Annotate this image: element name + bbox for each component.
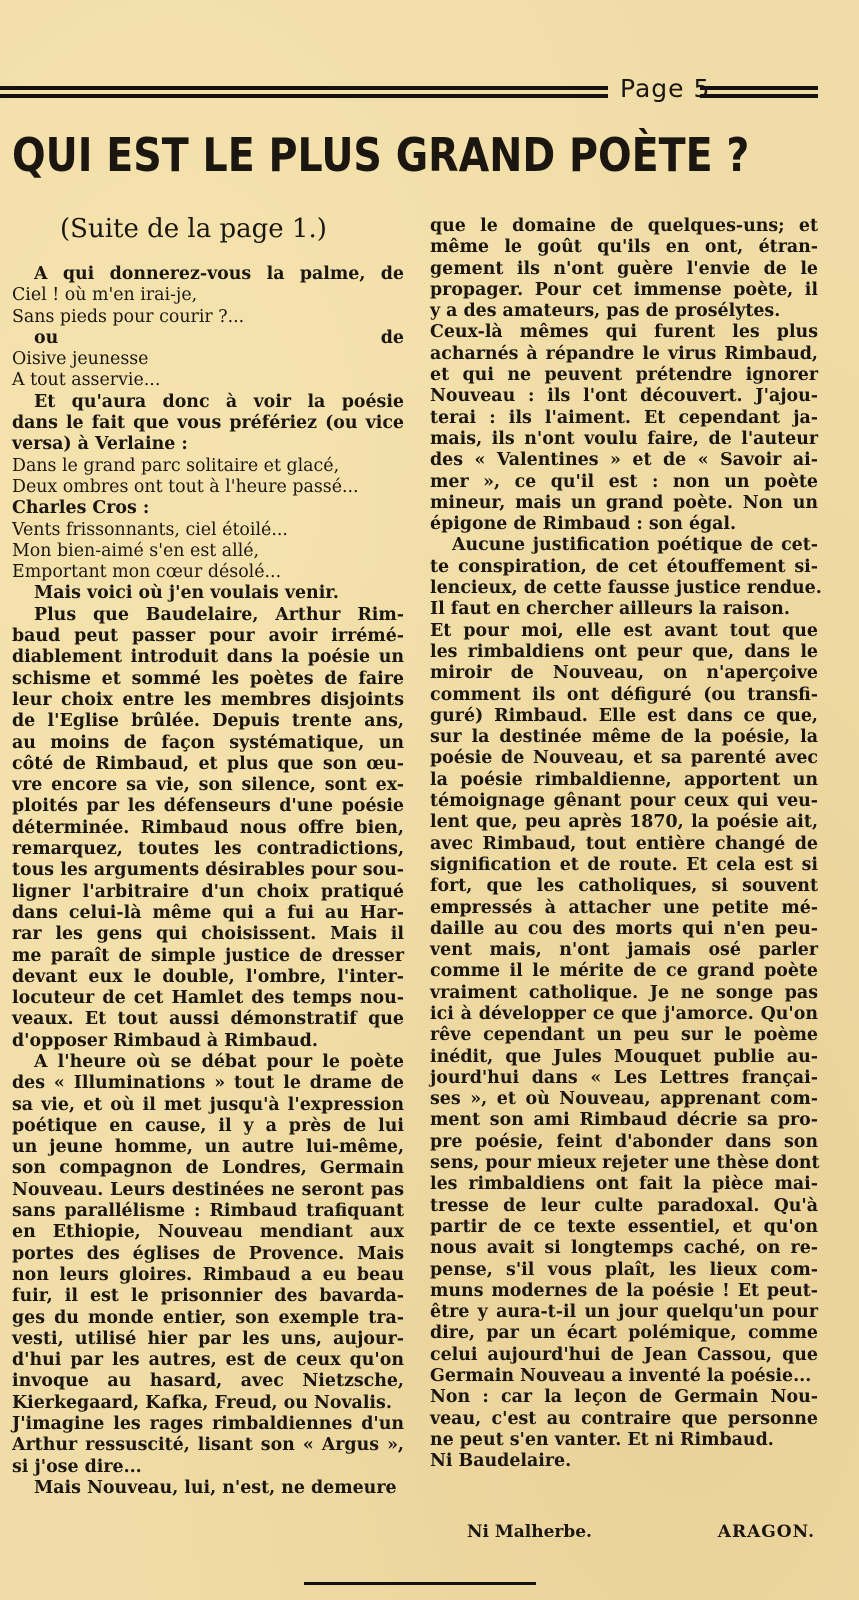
text-line: rêve cependant un peu sur le poème	[430, 1025, 818, 1046]
text-line: Kierkegaard, Kafka, Freud, ou Novalis.	[12, 1392, 392, 1413]
text-line: ges du monde entier, son exemple tra-	[12, 1307, 404, 1328]
text-line: A tout asservie...	[12, 370, 161, 391]
text-line: Plus que Baudelaire, Arthur Rim-	[34, 604, 404, 625]
text-line: les rimbaldiens ont fait la pièce mai-	[430, 1174, 818, 1195]
text-line: Mais voici où j'en voulais venir.	[34, 583, 339, 604]
text-line: Ni Baudelaire.	[430, 1451, 572, 1472]
text-line: locuteur de cet Hamlet des temps nou-	[12, 988, 404, 1009]
bottom-rule	[304, 1582, 536, 1585]
text-line: si j'ose dire...	[12, 1456, 142, 1477]
text-line: mais, ils n'ont voulu faire, de l'auteur	[430, 428, 818, 449]
text-line: Et qu'aura donc à voir la poésie	[34, 391, 404, 412]
text-line: ment son ami Rimbaud décrie sa pro-	[430, 1110, 818, 1131]
text-line: ploités par les défenseurs d'une poésie	[12, 796, 404, 817]
text-line: terai : ils l'aiment. Et cependant ja-	[430, 407, 818, 428]
text-line: sur la destinée même de la poésie, la	[430, 727, 818, 748]
text-line: Oisive jeunesse	[12, 349, 149, 370]
text-line: miroir de Nouveau, on n'aperçoive	[430, 663, 818, 684]
text-line: baud peut passer pour avoir irrémé-	[12, 626, 404, 647]
text-line: Mais Nouveau, lui, n'est, ne demeure	[34, 1477, 397, 1498]
text-line: que le domaine de quelques-uns; et	[430, 216, 818, 236]
text-line: schisme et sommé les poètes de faire	[12, 668, 404, 689]
text-line: Nouveau : ils l'ont découvert. J'ajou-	[430, 386, 818, 407]
text-line: pense, s'il vous plaît, les lieux com-	[430, 1259, 818, 1280]
text-line: poétique en cause, il y a près de lui	[12, 1115, 404, 1136]
right-column	[430, 216, 822, 1473]
text-line: même le goût qu'ils en ont, étran-	[430, 237, 818, 258]
text-line: signification et de route. Et cela est si	[430, 854, 818, 875]
text-line: sa vie, et où il met jusqu'à l'expression	[12, 1094, 404, 1115]
text-line: comme il le mérite de ce grand poète	[430, 961, 818, 982]
text-line: des « Valentines » et de « Savoir ai-	[430, 450, 818, 471]
text-line: avec Rimbaud, tout entière changé de	[430, 833, 818, 854]
text-line: les rimbaldiens ont peur que, dans le	[430, 641, 818, 662]
text-line: dans celui-là même qui a fui au Har-	[12, 902, 404, 923]
text-line: la poésie rimbaldienne, apportent un	[430, 769, 818, 790]
text-line: vre encore sa vie, son silence, sont ex-	[12, 775, 404, 796]
text-line: portes des églises de Provence. Mais	[12, 1243, 404, 1264]
text-line: Nouveau. Leurs destinées ne seront pas	[12, 1179, 404, 1200]
text-line: guré) Rimbaud. Elle est dans ce que,	[430, 705, 818, 726]
text-line: ligner l'arbitraire d'un choix pratiqué	[12, 881, 404, 902]
text-line: invoque au hasard, avec Nietzsche,	[12, 1371, 404, 1392]
text-line: ses », et où Nouveau, apprenant com-	[430, 1089, 818, 1110]
text-line: partir de ce texte essentiel, et qu'on	[430, 1216, 818, 1237]
headline: QUI EST LE PLUS GRAND POÈTE ?	[12, 128, 750, 182]
text-line: mineur, mais un grand poète. Non un	[430, 492, 818, 513]
text-line: y a des amateurs, pas de prosélytes.	[430, 301, 781, 322]
text-line: devant eux le double, l'ombre, l'inter-	[12, 966, 404, 987]
text-line: acharnés à répandre le virus Rimbaud,	[430, 343, 818, 364]
text-line: non leurs gloires. Rimbaud a eu beau	[12, 1264, 404, 1285]
top-double-rule	[0, 86, 608, 98]
text-line: empressés à attacher une petite mé-	[430, 897, 818, 918]
text-line: versa) à Verlaine :	[12, 434, 188, 455]
text-line: Ciel ! où m'en irai-je,	[12, 285, 198, 306]
text-line: au moins de façon systématique, un	[12, 732, 404, 753]
text-line: vesti, utilisé hier par les uns, aujour-	[12, 1328, 404, 1349]
text-line: rar les gens qui choisissent. Mais il	[12, 924, 404, 945]
continuation-note: (Suite de la page 1.)	[60, 214, 327, 244]
text-line: être y aura-t-il un jour quelqu'un pour	[430, 1302, 818, 1323]
text-line: me paraît de simple justice de dresser	[12, 945, 404, 966]
text-line: déterminée. Rimbaud nous offre bien,	[12, 817, 404, 838]
text-line: jourd'hui dans « Les Lettres françai-	[430, 1067, 818, 1088]
text-line: Sans pieds pour courir ?...	[12, 306, 245, 327]
text-line: veau, c'est au contraire que personne	[430, 1408, 818, 1429]
text-line: dire, par un écart polémique, comme	[430, 1323, 818, 1344]
text-line: ou de	[34, 327, 404, 348]
text-line: Mon bien-aimé s'en est allé,	[12, 540, 260, 561]
text-line: et qui ne peuvent prétendre ignorer	[430, 365, 818, 386]
text-line: Ceux-là mêmes qui furent les plus	[430, 322, 818, 343]
text-line: d'hui par les autres, est de ceux qu'on	[12, 1350, 404, 1371]
text-line: ne peut s'en vanter. Et ni Rimbaud.	[430, 1429, 774, 1450]
text-line: comment ils ont défiguré (ou transfi-	[430, 684, 818, 705]
text-line: tous les arguments désirables pour sou-	[12, 860, 404, 881]
text-line: un jeune homme, un autre lui-même,	[12, 1137, 404, 1158]
text-line: témoignage gênant pour ceux qui veu-	[430, 791, 818, 812]
text-line: son compagnon de Londres, Germain	[12, 1158, 404, 1179]
text-line: ici à développer ce que j'amorce. Qu'on	[430, 1003, 818, 1024]
text-line: Vents frissonnants, ciel étoilé...	[12, 519, 288, 540]
author-signature: ARAGON.	[717, 1522, 815, 1542]
text-line: diablement introduit dans la poésie un	[12, 647, 404, 668]
left-column	[12, 264, 404, 1499]
text-line: lencieux, de cette fausse justice rendue.	[430, 578, 822, 599]
text-line: mer », ce qu'il est : non un poète	[430, 471, 818, 492]
text-line: nous avait si longtemps caché, on re-	[430, 1238, 818, 1259]
text-line: de l'Eglise brûlée. Depuis trente ans,	[12, 711, 404, 732]
text-line: Arthur ressuscité, lisant son « Argus »,	[12, 1435, 404, 1456]
text-line: muns modernes de la poésie ! Et peut-	[430, 1280, 818, 1301]
text-line: vraiment catholique. Je ne songe pas	[430, 982, 818, 1003]
closing-text: Ni Malherbe.	[467, 1522, 592, 1542]
text-line: A qui donnerez-vous la palme, de	[34, 264, 404, 284]
text-line: J'imagine les rages rimbaldiennes d'un	[12, 1414, 404, 1435]
text-line: fort, que les catholiques, si souvent	[430, 876, 818, 897]
text-line: Aucune justification poétique de cet-	[452, 535, 818, 556]
text-line: Charles Cros :	[12, 498, 150, 519]
text-line: des « Illuminations » tout le drame de	[12, 1073, 404, 1094]
text-line: sans parallélisme : Rimbaud trafiquant	[12, 1201, 404, 1222]
text-line: gement ils n'ont guère l'envie de le	[430, 258, 818, 279]
text-line: Et pour moi, elle est avant tout que	[430, 620, 818, 641]
text-line: Emportant mon cœur désolé...	[12, 562, 282, 583]
text-line: daille au cou des morts qui n'en peu-	[430, 918, 818, 939]
text-line: fuir, il est le prisonnier des bavarda-	[12, 1286, 404, 1307]
text-line: pre poésie, feint d'abonder dans son	[430, 1131, 818, 1152]
text-line: lent que, peu après 1870, la poésie ait,	[430, 812, 818, 833]
text-line: poésie de Nouveau, et sa parenté avec	[430, 748, 818, 769]
text-line: côté de Rimbaud, et plus que son œu-	[12, 753, 404, 774]
text-line: veaux. Et tout aussi démonstratif que	[12, 1009, 404, 1030]
text-line: dans le fait que vous préfériez (ou vice	[12, 413, 404, 434]
text-line: te conspiration, de cet étouffement si-	[430, 556, 818, 577]
page-number: Page 5	[620, 74, 711, 103]
text-line: A l'heure où se débat pour le poète	[34, 1051, 404, 1072]
text-line: Non : car la leçon de Germain Nou-	[430, 1387, 818, 1408]
text-line: vent mais, n'ont jamais osé parler	[430, 940, 818, 961]
text-line: Dans le grand parc solitaire et glacé,	[12, 455, 340, 476]
text-line: en Ethiopie, Nouveau mendiant aux	[12, 1222, 404, 1243]
text-line: Germain Nouveau a inventé la poésie...	[430, 1366, 812, 1387]
text-line: remarquez, toutes les contradictions,	[12, 839, 404, 860]
signature-line	[455, 1522, 815, 1542]
text-line: Il faut en chercher ailleurs la raison.	[430, 599, 790, 620]
text-line: sens, pour mieux rejeter une thèse dont	[430, 1153, 820, 1174]
text-line: tresse de leur culte paradoxal. Qu'à	[430, 1195, 818, 1216]
text-line: celui aujourd'hui de Jean Cassou, que	[430, 1344, 818, 1365]
text-line: d'opposer Rimbaud à Rimbaud.	[12, 1030, 318, 1051]
text-line: épigone de Rimbaud : son égal.	[430, 514, 737, 535]
text-line: leur choix entre les membres disjoints	[12, 689, 404, 710]
text-line: inédit, que Jules Mouquet publie au-	[430, 1046, 818, 1067]
text-line: Deux ombres ont tout à l'heure passé...	[12, 476, 359, 497]
text-line: propager. Pour cet immense poète, il	[430, 279, 818, 300]
top-double-rule-right	[700, 86, 818, 98]
